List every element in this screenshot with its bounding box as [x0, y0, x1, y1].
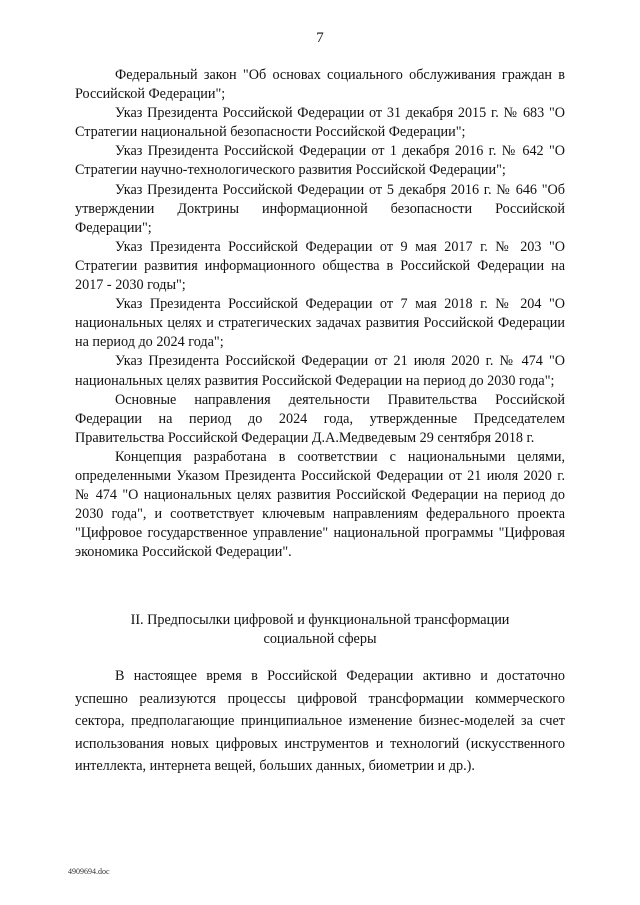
section-heading-line-2: социальной сферы — [263, 631, 377, 648]
paragraph-decree-642: Указ Президента Российской Федерации от 1 декабря 2016 г. № 642 "О Стратегии научно-технологического развития Российской Федерации"; — [75, 143, 565, 179]
section-heading — [75, 611, 565, 649]
paragraph-decree-204: Указ Президента Российской Федерации от 7 мая 2018 г. № 204 "О национальных целях и стратегических задачах развития Российской Федерации на период до 2024 года"; — [75, 296, 565, 351]
document-file-id: 4909694.doc — [68, 867, 110, 876]
paragraph-government-directions: Основные направления деятельности Правительства Российской Федерации на период до 2024 года, утвержденные Председателем Правительства Российской Федерации Д.А.Медведевым 29 сентября 2018 г. — [75, 391, 565, 446]
paragraph-federal-law: Федеральный закон "Об основах социального обслуживания граждан в Российской Федерации"; — [75, 67, 565, 103]
paragraph-decree-683: Указ Президента Российской Федерации от 31 декабря 2015 г. № 683 "О Стратегии национальной безопасности Российской Федерации"; — [75, 105, 565, 141]
legal-basis-list — [75, 66, 565, 562]
paragraph-decree-474: Указ Президента Российской Федерации от 21 июля 2020 г. № 474 "О национальных целях развития Российской Федерации на период до 2030 года"; — [75, 353, 565, 389]
paragraph-current-state: В настоящее время в Российской Федерации активно и достаточно успешно реализуются процессы цифровой трансформации коммерческого сектора, предполагающие принципиальное изменение бизнес-моделей за счет использования новых цифровых инструментов и технологий (искусственного интеллекта, интернета вещей, больших данных, биометрии и др.). — [75, 668, 565, 774]
section-heading-line-1: II. Предпосылки цифровой и функциональной трансформации — [130, 612, 510, 628]
paragraph-decree-646: Указ Президента Российской Федерации от 5 декабря 2016 г. № 646 "Об утверждении Доктрины информационной безопасности Российской Федерации"; — [75, 181, 565, 236]
section-body — [75, 665, 565, 778]
paragraph-decree-203: Указ Президента Российской Федерации от 9 мая 2017 г. № 203 "О Стратегии развития информационного общества в Российской Федерации на 2017 - 2030 годы"; — [75, 238, 565, 294]
paragraph-concept-basis: Концепция разработана в соответствии с национальными целями, определенными Указом Президента Российской Федерации от 21 июля 2020 г. № 474 "О национальных целях развития Российской Федерации на период до 2030 года", и соответствует ключевым направлениям федерального проекта "Цифровое государственное управление" национальной программы "Цифровая экономика Российской Федерации". — [75, 448, 565, 561]
page-number: 7 — [316, 30, 324, 46]
